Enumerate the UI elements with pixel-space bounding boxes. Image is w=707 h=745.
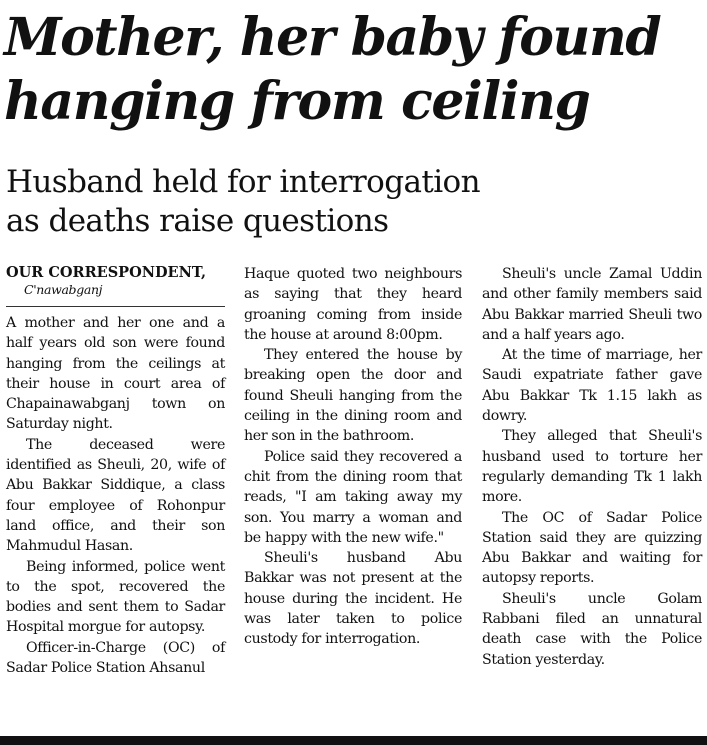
paragraph: They entered the house by breaking open the door and found Sheuli hanging from the ceiling in the dining room and her son in the bathroom. xyxy=(244,347,462,445)
headline xyxy=(4,6,704,134)
article-column-3 xyxy=(482,264,702,670)
subheadline-line-1: Husband held for interrogation xyxy=(6,164,480,200)
bottom-border xyxy=(0,736,707,745)
headline-line-1: Mother, her baby found xyxy=(4,7,661,68)
paragraph: At the time of marriage, her Saudi expatriate father gave Abu Bakkar Tk 1.15 lakh as dowry. xyxy=(482,347,702,425)
paragraph: Police said they recovered a chit from the dining room that reads, "I am taking away my son. You marry a woman and be happy with the new wife." xyxy=(244,448,462,546)
paragraph: Sheuli's uncle Zamal Uddin and other family members said Abu Bakkar married Sheuli two and a half years ago. xyxy=(482,266,702,343)
byline-divider xyxy=(6,306,225,307)
paragraph: They alleged that Sheuli's husband used to torture her regularly demanding Tk 1 lakh more. xyxy=(482,428,702,506)
paragraph: A mother and her one and a half years old son were found hanging from the ceilings at their house in court area of Chapainawabganj town on Saturday night. xyxy=(6,315,225,433)
dateline: C'nawabganj xyxy=(24,282,103,297)
paragraph: Sheuli's uncle Golam Rabbani filed an unnatural death case with the Police Station yesterday. xyxy=(482,590,702,668)
paragraph: The OC of Sadar Police Station said they are quizzing Abu Bakkar and waiting for autopsy reports. xyxy=(482,509,702,587)
paragraph: Sheuli's husband Abu Bakkar was not present at the house during the incident. He was later taken to police custody for interrogation. xyxy=(244,550,462,648)
paragraph: Being informed, police went to the spot, recovered the bodies and sent them to Sadar Hospital morgue for autopsy. xyxy=(6,558,225,636)
paragraph: Officer-in-Charge (OC) of Sadar Police Station Ahsanul xyxy=(6,639,225,677)
subheadline-line-2: as deaths raise questions xyxy=(6,203,389,239)
paragraph: Haque quoted two neighbours as saying that they heard groaning coming from inside the house at around 8:00pm. xyxy=(244,266,462,343)
subheadline xyxy=(6,163,706,241)
headline-line-2: hanging from ceiling xyxy=(4,71,590,132)
byline: OUR CORRESPONDENT, xyxy=(6,264,207,281)
paragraph: The deceased were identified as Sheuli, 20, wife of Abu Bakkar Siddique, a class four employee of Rohonpur land office, and their son Mahmudul Hasan. xyxy=(6,436,225,555)
article-column-1 xyxy=(6,264,225,678)
article-column-2 xyxy=(244,264,462,650)
